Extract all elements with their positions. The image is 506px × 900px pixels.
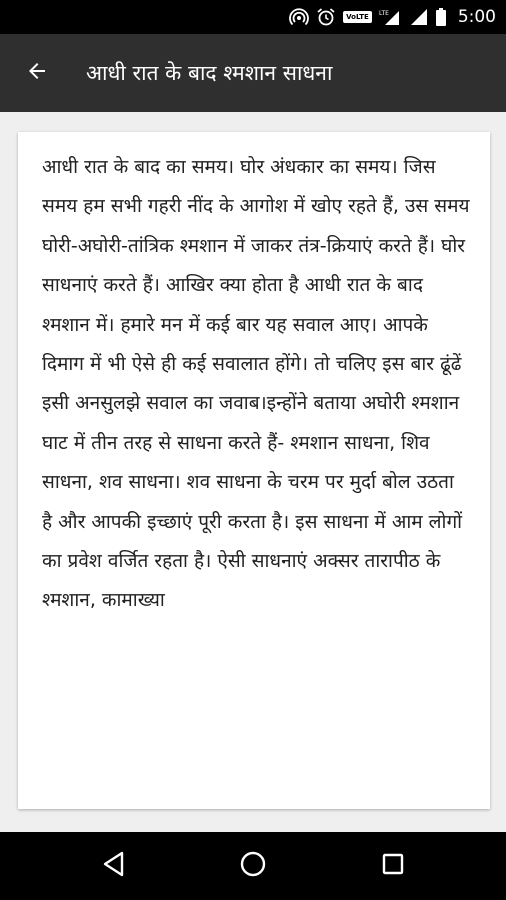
nav-back-button[interactable]	[92, 844, 136, 888]
navigation-bar	[0, 832, 506, 900]
status-bar	[0, 0, 506, 34]
back-triangle-icon	[102, 851, 126, 881]
page-title: आधी रात के बाद श्मशान साधना	[86, 61, 333, 85]
hotspot-icon	[289, 7, 309, 27]
status-icons	[289, 0, 496, 34]
volte-badge: VoLTE	[343, 11, 372, 23]
arrow-back-icon	[25, 59, 49, 87]
article-card	[18, 132, 490, 809]
home-circle-icon	[239, 850, 267, 882]
app-bar	[0, 34, 506, 112]
nav-recents-button[interactable]	[371, 844, 415, 888]
nav-home-button[interactable]	[231, 844, 275, 888]
article-text: आधी रात के बाद का समय। घोर अंधकार का समय। जिस समय हम सभी गहरी नींद के आगोश में खोए रहते हैं, उस समय घोरी-अघोरी-तांत्रिक श्मशान में जाकर तंत्र-क्रियाएं करते हैं। घोर साधनाएं करते हैं। आखिर क्या होता है आधी रात के बाद श्मशान में। हमारे मन में कई बार यह सवाल आए। आपके दिमाग में भी ऐसे ही कई सवालात होंगे। तो चलिए इस बार ढूंढें इसी अनसुलझे सवाल का जवाब।इन्होंने बताया अघोरी श्मशान घाट में तीन तरह से साधना करते हैं- श्मशान साधना, शिव साधना, शव साधना। शव साधना के चरम पर मुर्दा बोल उठता है और आपकी इच्छाएं पूरी करता है। इस साधना में आम लोगों का प्रवेश वर्जित रहता है। ऐसी साधनाएं अक्सर तारापीठ के श्मशान, कामाख्या	[42, 156, 470, 612]
status-time: 5:00	[457, 7, 496, 27]
alarm-icon	[316, 7, 336, 27]
back-button[interactable]	[22, 58, 52, 88]
signal-icon	[408, 7, 428, 27]
battery-icon	[435, 7, 447, 27]
recents-square-icon	[381, 852, 405, 880]
lte-signal-icon	[379, 7, 401, 27]
svg-text:LTE: LTE	[378, 10, 389, 17]
